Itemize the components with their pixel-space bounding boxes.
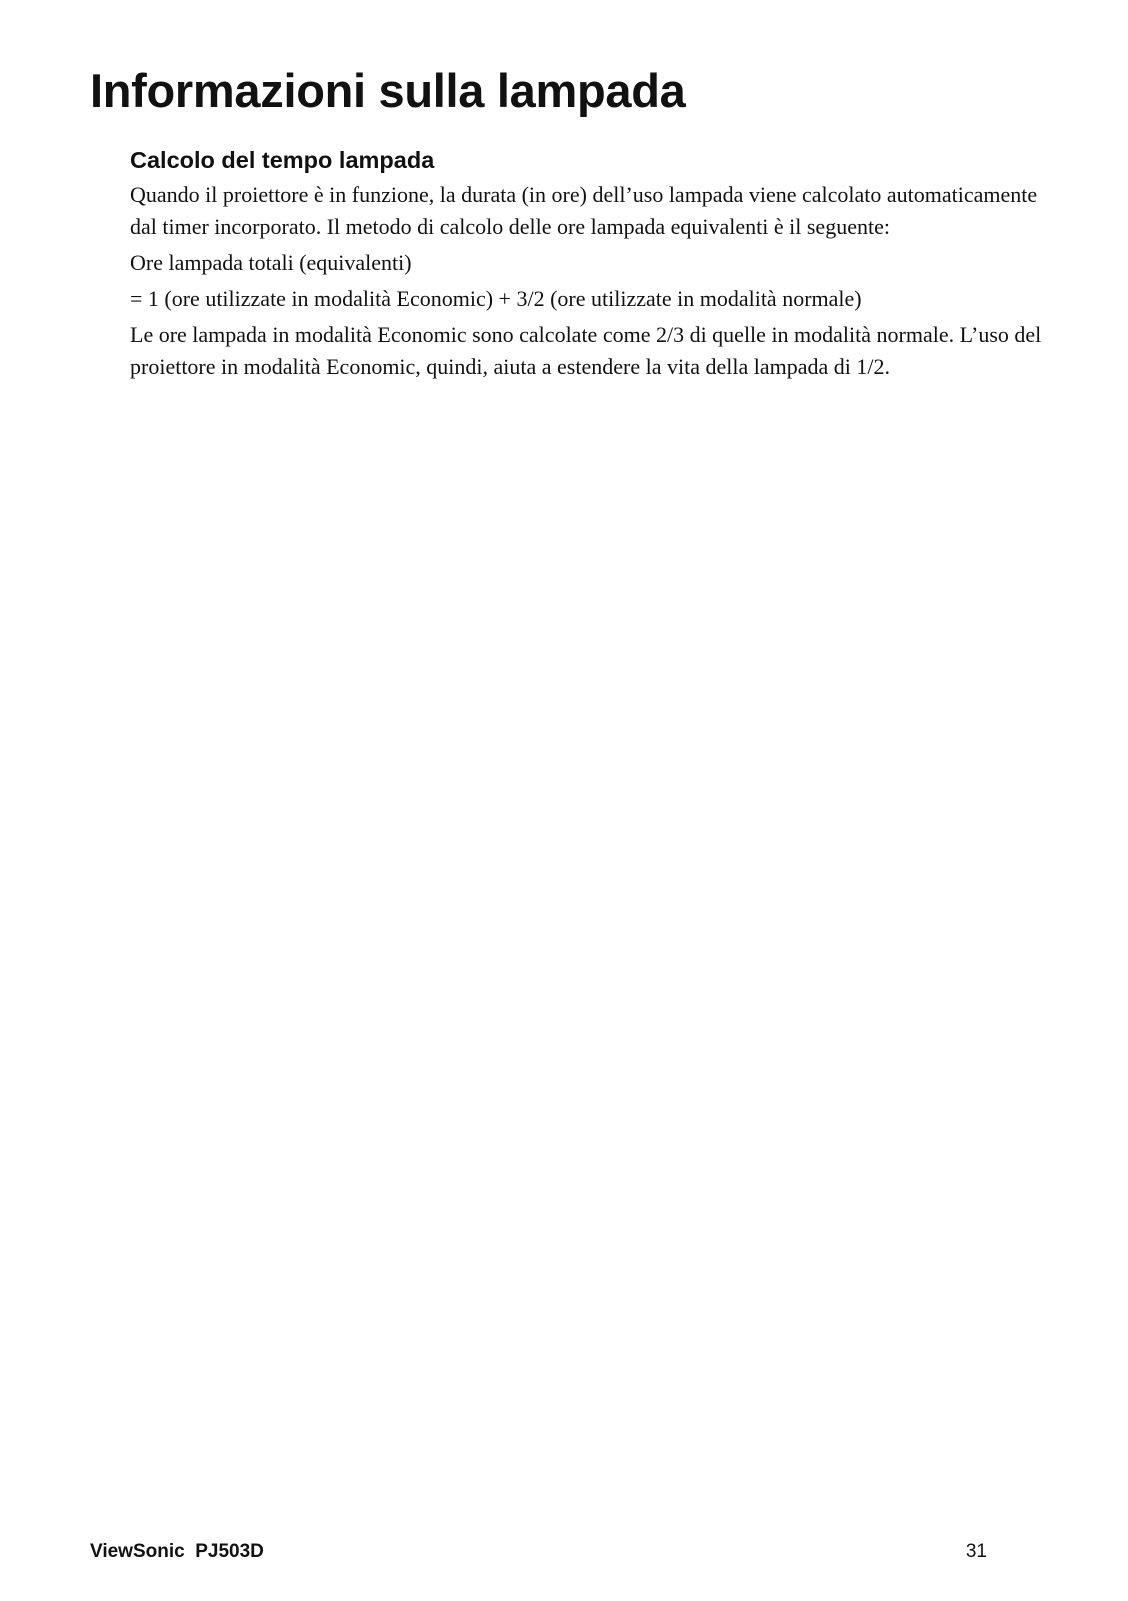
explanation-paragraph: Le ore lampada in modalità Economic sono calcolate come 2/3 di quelle in modalità normale. L’uso del proiettore in modalità Economic, quindi, aiuta a estendere la vita della lampada di 1/2. bbox=[130, 321, 1042, 379]
page-title: Informazioni sulla lampada bbox=[90, 64, 686, 117]
section-heading: Calcolo del tempo lampada bbox=[130, 147, 435, 173]
footer-brand: ViewSonic PJ503D bbox=[90, 1541, 264, 1562]
formula-label: Ore lampada totali (equivalenti) bbox=[130, 249, 412, 275]
page-number: 31 bbox=[965, 1541, 987, 1562]
lamp-time-section bbox=[130, 145, 1050, 387]
formula: = 1 (ore utilizzate in modalità Economic) + 3/2 (ore utilizzate in modalità normale) bbox=[130, 285, 862, 311]
intro-paragraph: Quando il proiettore è in funzione, la durata (in ore) dell’uso lampada viene calcolato automaticamente dal timer incorporato. Il metodo di calcolo delle ore lampada equivalenti è il seguente: bbox=[130, 181, 1038, 239]
